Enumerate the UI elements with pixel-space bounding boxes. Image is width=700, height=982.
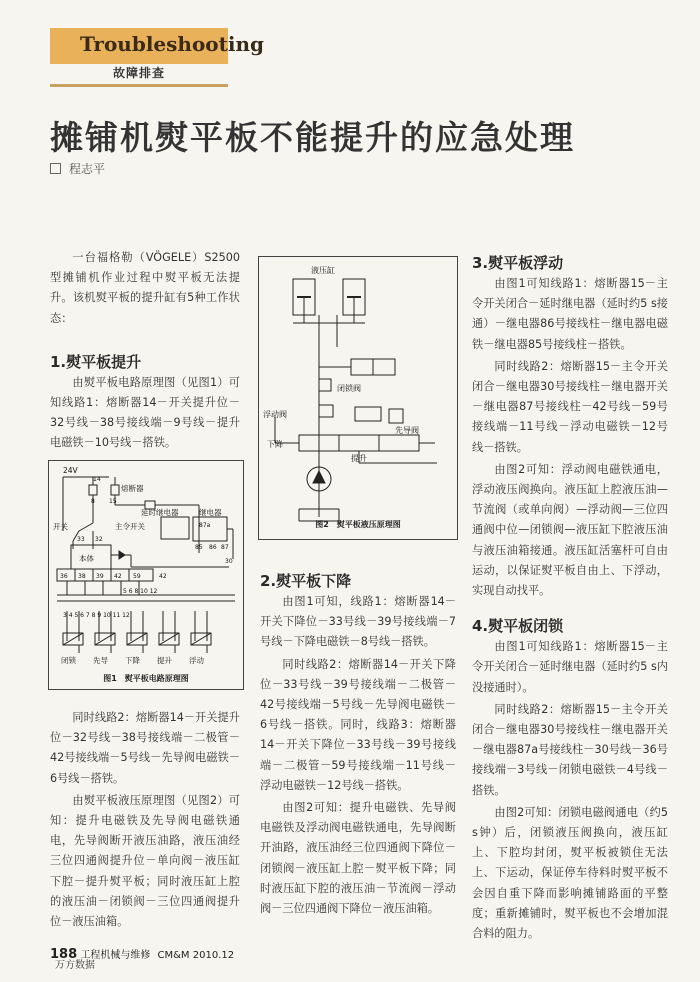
load-float: 浮动 — [189, 656, 204, 665]
section-2-heading: 2.熨平板下降 — [260, 572, 352, 590]
label-down: 下降 — [267, 440, 283, 449]
section-3-paragraph-1: 由图1可知线路1：熔断器15－主令开关闭合－延时继电器（延时约5 s接通）－继电器86号接线柱－继电器电磁铁－继电器85号接线柱－搭铁。 — [472, 277, 668, 351]
label-main-switch: 主令开关 — [115, 522, 145, 531]
label-cylinder: 液压缸 — [311, 266, 335, 275]
figure-2 — [258, 256, 458, 540]
label-lock-valve: 闭锁阀 — [337, 384, 361, 393]
figure-1-caption: 图1 熨平板电路原理图 — [103, 674, 189, 683]
label-24v: 24V — [63, 466, 78, 475]
section-3-paragraph-3: 由图2可知：浮动阀电磁铁通电，浮动液压阀换向。液压缸上腔液压油—节流阀（或单向阀）—浮动阀—三位四通阀中位—闭锁阀—液压缸下腔液压油与液压油箱接通。液压缸活塞杆可自由运动，以保证熨平板自由上、下浮动，实现自动找平。 — [472, 462, 668, 598]
label-float-valve: 浮动阀 — [263, 410, 287, 419]
label-42: 42 — [159, 573, 167, 580]
terminal-38: 38 — [78, 573, 86, 580]
section-tag: Troubleshooting — [50, 28, 228, 64]
section-1-heading: 1.熨平板提升 — [50, 352, 142, 371]
label-32: 32 — [95, 536, 103, 543]
author-box-icon — [50, 163, 61, 174]
section-2-paragraph-3: 由图2可知：提升电磁铁、先导阀电磁铁及浮动阀电磁铁通电，先导阀断开油路，液压油经三位四通阀下降位－闭锁阀－液压缸上腔－熨平板下降；同时液压缸下腔的液压油－节流阀－浮动阀－三位四通阀下降位－液压油箱。 — [260, 801, 456, 916]
label-30: 30 — [225, 558, 233, 565]
figure-1 — [48, 460, 244, 690]
label-switch: 开关 — [53, 522, 68, 531]
intro-paragraph: 一台福格勒（VÖGELE）S2500型摊铺机作业过程中熨平板无法提升。该机熨平板的提升缸有5种工作状态： — [50, 251, 240, 325]
magazine-name: 工程机械与维修 — [80, 950, 151, 961]
page-number: 188 — [50, 947, 78, 962]
section-1-paragraph-3: 由熨平板液压原理图（见图2）可知：提升电磁铁及先导阀电磁铁通电，先导阀断开液压油路，液压油经三位四通阀提升位－单向阀－液压缸下腔－提升熨平板；同时液压缸上腔的液压油－闭锁阀－三位四通阀提升位－液压油箱。 — [50, 793, 240, 929]
terminal-42: 42 — [114, 573, 122, 580]
section-4-paragraph-2: 同时线路2：熔断器15－主令开关闭合－继电器30号接线柱－继电器开关－继电器87a号接线柱－30号线－36号接线端－3号线－闭锁电磁铁－4号线－搭铁。 — [472, 702, 668, 797]
label-up: 提升 — [351, 454, 367, 463]
hydraulic-diagram — [259, 257, 457, 539]
issue: CM&M 2010.12 — [157, 950, 235, 961]
label-87a: 87a — [199, 522, 211, 529]
label-15: 15 — [109, 498, 117, 505]
circuit-diagram — [49, 461, 243, 689]
terminal-36: 36 — [60, 573, 68, 580]
column-2 — [260, 570, 456, 919]
label-14: 14 — [93, 476, 101, 483]
terminal-59: 59 — [133, 573, 141, 580]
column-1-top — [50, 248, 240, 454]
section-subtag: 故障排查 — [112, 66, 165, 80]
author-name: 程志平 — [69, 162, 106, 176]
section-2-paragraph-2: 同时线路2：熔断器14－开关下降位－33号线－39号接线端－二极管－42号接线端－5号线－先导阀电磁铁－6号线－搭铁。同时，线路3：熔断器14－开关下降位－33号线－39号接线端－二极管－59号接线端－11号线－浮动电磁铁－12号线－搭铁。 — [260, 657, 456, 792]
section-4-paragraph-3: 由图2可知：闭锁电磁阀通电（约5 s钟）后，闭锁液压阀换向，液压缸上、下腔均封闭，熨平板被锁住无法上、下运动，保证停车待料时熨平板不会因自重下降而影响摊铺路面的平整度；重新摊铺时，熨平板也不会增加混合料的阻力。 — [472, 805, 668, 941]
divider — [50, 84, 228, 87]
label-8: 8 — [91, 498, 95, 505]
article-title: 摊铺机熨平板不能提升的应急处理 — [50, 118, 575, 157]
figure-2-caption: 图2 熨平板液压原理图 — [315, 520, 401, 529]
section-1-paragraph-2: 同时线路2：熔断器14－开关提升位－32号线－38号接线端－二极管－42号接线端－5号线－先导阀电磁铁－6号线－搭铁。 — [50, 711, 240, 785]
label-87: 87 — [221, 544, 229, 551]
label-delay-relay: 延时继电器 — [141, 508, 179, 517]
section-2-paragraph-1: 由图1可知，线路1：熔断器14－开关下降位－33号线－39号接线端－7号线－下降电磁铁－8号线－搭铁。 — [260, 595, 456, 649]
label-fuse: 熔断器 — [121, 484, 144, 493]
load-up: 提升 — [157, 656, 172, 665]
section-4-heading: 4.熨平板闭锁 — [472, 617, 564, 636]
watermark: 万方数据 — [55, 960, 95, 971]
label-body: 本体 — [79, 554, 94, 563]
load-pilot: 先导 — [93, 656, 108, 665]
section-1-paragraph-1: 由熨平板电路原理图（见图1）可知线路1：熔断器14－开关提升位－32号线－38号接线端－9号线－提升电磁铁－10号线－搭铁。 — [50, 375, 240, 450]
load-lock: 闭锁 — [61, 656, 76, 665]
label-pilot-valve: 先导阀 — [395, 426, 419, 435]
bus-bottom-numbers: 3 4 5 6 7 8 9 10 11 12 — [63, 612, 130, 619]
column-3 — [472, 252, 668, 944]
column-1-bottom — [50, 708, 240, 932]
section-3-paragraph-2: 同时线路2：熔断器15－主令开关闭合－继电器30号接线柱－继电器开关－继电器87号接线柱－42号线－59号接线端－11号线－浮动电磁铁－12号线－搭铁。 — [472, 359, 668, 454]
label-85: 85 — [195, 544, 203, 551]
load-down: 下降 — [125, 656, 140, 665]
label-33: 33 — [77, 536, 85, 543]
terminal-39: 39 — [96, 573, 104, 580]
bus-top-numbers: 5 6 8 10 12 — [123, 588, 158, 595]
label-86: 86 — [209, 544, 217, 551]
section-4-paragraph-1: 由图1可知线路1：熔断器15－主令开关闭合－延时继电器（延时约5 s内没接通时）。 — [472, 640, 668, 694]
author-line — [50, 160, 105, 177]
section-3-heading: 3.熨平板浮动 — [472, 254, 564, 272]
label-relay: 继电器 — [199, 508, 222, 517]
